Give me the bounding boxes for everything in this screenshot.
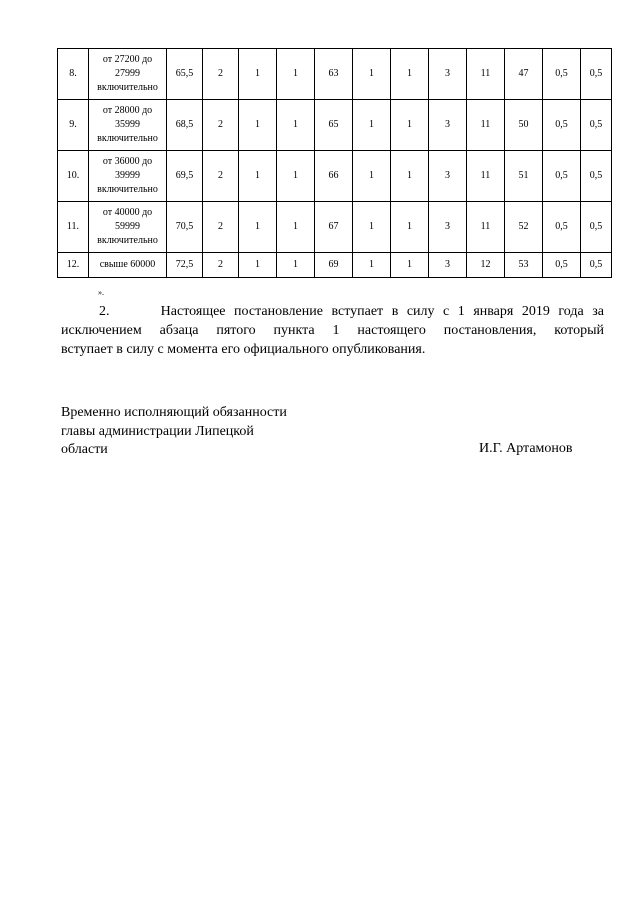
income-range-line: 27999 [115, 68, 140, 79]
signatory-name: И.Г. Артамонов [479, 441, 573, 456]
value-cell: 69 [315, 253, 353, 278]
income-range-line: от 40000 до [102, 207, 153, 218]
value-cell: 65 [315, 100, 353, 151]
value-cell: 1 [277, 100, 315, 151]
value-cell: 0,5 [543, 253, 581, 278]
value-cell: 1 [391, 202, 429, 253]
value-cell: 51 [505, 151, 543, 202]
table-closing-mark: ». [98, 288, 104, 297]
value-cell: 12 [467, 253, 505, 278]
value-cell: 67 [315, 202, 353, 253]
value-cell: 50 [505, 100, 543, 151]
income-range-line: включительно [97, 184, 158, 195]
value-cell: 1 [239, 100, 277, 151]
value-cell: 1 [353, 49, 391, 100]
income-range-line: от 28000 до [102, 105, 153, 116]
value-cell: 3 [429, 151, 467, 202]
value-cell: 1 [353, 202, 391, 253]
value-cell: 3 [429, 100, 467, 151]
value-cell: 3 [429, 49, 467, 100]
paragraph-line-1: 2. Настоящее постановление вступает в силу с 1 января 2019 года за [99, 304, 604, 319]
value-cell: 1 [353, 253, 391, 278]
paragraph-2 [61, 302, 604, 359]
value-cell: 11 [467, 49, 505, 100]
value-cell: 1 [239, 253, 277, 278]
signatory-title-line-2: главы администрации Липецкой [61, 423, 254, 439]
value-cell: 65,5 [167, 49, 203, 100]
value-cell: 11 [467, 100, 505, 151]
value-cell: 52 [505, 202, 543, 253]
value-cell: 2 [203, 202, 239, 253]
value-cell: 1 [391, 151, 429, 202]
table-row [58, 100, 612, 151]
value-cell: 53 [505, 253, 543, 278]
value-cell: 1 [239, 202, 277, 253]
value-cell: 11 [467, 202, 505, 253]
value-cell: 2 [203, 100, 239, 151]
signatory-title [61, 404, 287, 460]
value-cell: 1 [391, 253, 429, 278]
value-cell: 1 [391, 100, 429, 151]
value-cell: 0,5 [543, 100, 581, 151]
value-cell: 3 [429, 253, 467, 278]
row-number-cell: 10. [58, 151, 89, 202]
value-cell: 68,5 [167, 100, 203, 151]
income-range-line: 35999 [115, 119, 140, 130]
table-row [58, 202, 612, 253]
signatory-title-line-3: области [61, 442, 108, 457]
value-cell: 1 [277, 49, 315, 100]
value-cell: 1 [277, 151, 315, 202]
income-range-line: 39999 [115, 170, 140, 181]
value-cell: 69,5 [167, 151, 203, 202]
value-cell: 0,5 [581, 202, 612, 253]
income-range-cell [89, 253, 167, 278]
value-cell: 0,5 [581, 253, 612, 278]
income-range-line: включительно [97, 235, 158, 246]
signatory-title-line-1: Временно исполняющий обязанности [61, 405, 287, 420]
row-number-cell: 11. [58, 202, 89, 253]
table-row [58, 151, 612, 202]
value-cell: 0,5 [543, 202, 581, 253]
value-cell: 0,5 [581, 100, 612, 151]
value-cell: 1 [277, 253, 315, 278]
table-row [58, 49, 612, 100]
row-number-cell: 8. [58, 49, 89, 100]
paragraph-line-2: исключением абзаца пятого пункта 1 настоящего постановления, который [61, 323, 604, 338]
value-cell: 1 [353, 100, 391, 151]
income-range-line: от 27200 до [102, 54, 153, 65]
paragraph-line-3: вступает в силу с момента его официального опубликования. [61, 342, 426, 357]
value-cell: 1 [391, 49, 429, 100]
value-cell: 72,5 [167, 253, 203, 278]
value-cell: 1 [239, 151, 277, 202]
value-cell: 0,5 [543, 49, 581, 100]
value-cell: 1 [277, 202, 315, 253]
value-cell: 0,5 [581, 151, 612, 202]
value-cell: 1 [239, 49, 277, 100]
row-number-cell: 9. [58, 100, 89, 151]
income-range-cell [89, 100, 167, 151]
value-cell: 2 [203, 151, 239, 202]
table-row [58, 253, 612, 278]
value-cell: 11 [467, 151, 505, 202]
rates-table [57, 48, 612, 278]
value-cell: 2 [203, 49, 239, 100]
value-cell: 3 [429, 202, 467, 253]
value-cell: 0,5 [543, 151, 581, 202]
income-range-cell [89, 202, 167, 253]
row-number-cell: 12. [58, 253, 89, 278]
value-cell: 63 [315, 49, 353, 100]
income-range-cell [89, 151, 167, 202]
income-range-line: включительно [97, 133, 158, 144]
value-cell: 1 [353, 151, 391, 202]
income-range-cell [89, 49, 167, 100]
income-range-line: включительно [97, 82, 158, 93]
value-cell: 47 [505, 49, 543, 100]
income-range-line: свыше 60000 [99, 259, 156, 270]
value-cell: 0,5 [581, 49, 612, 100]
income-range-line: 59999 [115, 221, 140, 232]
income-range-line: от 36000 до [102, 156, 153, 167]
value-cell: 2 [203, 253, 239, 278]
value-cell: 70,5 [167, 202, 203, 253]
value-cell: 66 [315, 151, 353, 202]
